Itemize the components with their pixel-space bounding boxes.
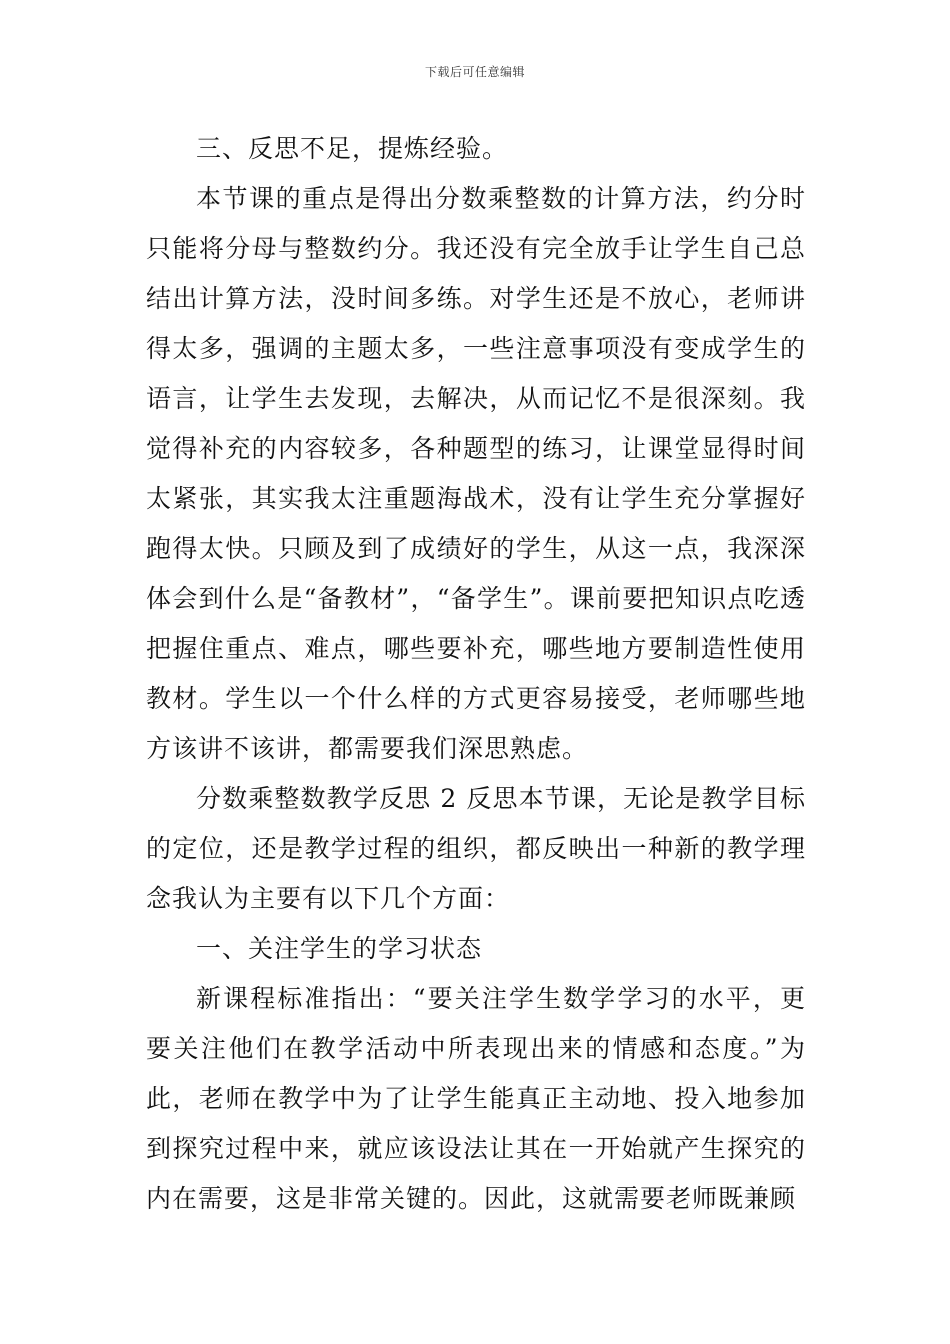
paragraph-reflection: 本节课的重点是得出分数乘整数的计算方法，约分时只能将分母与整数约分。我还没有完全放手让学生自己总结出计算方法，没时间多练。对学生还是不放心，老师讲得太多，强调的主题太多，一些注意事项没有变成学生的语言，让学生去发现，去解决，从而记忆不是很深刻。我觉得补充的内容较多，各种题型的练习，让课堂显得时间太紧张，其实我太注重题海战术，没有让学生充分掌握好跑得太快。只顾及到了成绩好的学生，从这一点，我深深体会到什么是“备教材”，“备学生”。课前要把知识点吃透把握住重点、难点，哪些要补充，哪些地方要制造性使用教材。学生以一个什么样的方式更容易接受，老师哪些地方该讲不该讲，都需要我们深思熟虑。 [146,184,806,763]
paragraph-reflection-two: 分数乘整数教学反思 2 反思本节课，无论是教学目标的定位，还是教学过程的组织，都反映出一种新的教学理念我认为主要有以下几个方面： [146,784,806,913]
document-body [146,124,806,1224]
paragraph-subheading: 一、关注学生的学习状态 [196,934,483,963]
paragraph-section-heading: 三、反思不足，提炼经验。 [196,134,509,163]
page-header: 下载后可任意编辑 [424,65,525,79]
paragraph-curriculum: 新课程标准指出：“要关注学生数学学习的水平，更要关注他们在教学活动中所表现出来的情感和态度。”为此，老师在教学中为了让学生能真正主动地、投入地参加到探究过程中来，就应该设法让其在一开始就产生探究的内在需要，这是非常关键的。因此，这就需要老师既兼顾 [146,984,806,1213]
